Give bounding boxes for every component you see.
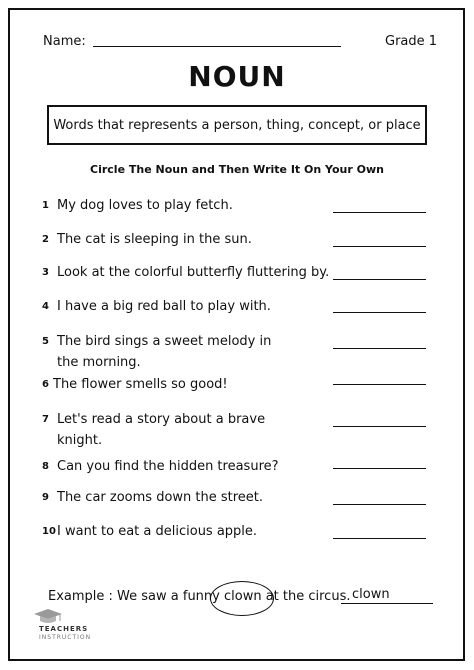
question-number: 7: [42, 414, 49, 425]
question-2: [42, 229, 332, 250]
question-9: [42, 487, 332, 508]
logo-line1: TEACHERS: [39, 625, 89, 633]
question-5: [42, 331, 292, 373]
name-field[interactable]: [93, 46, 341, 47]
question-number: 6: [42, 379, 49, 390]
example-answer-line: [341, 603, 433, 604]
question-4: [42, 296, 332, 317]
answer-line-1[interactable]: [333, 212, 426, 213]
grade-label: Grade 1: [385, 34, 438, 49]
question-6: [42, 374, 332, 395]
question-text: Can you find the hidden treasure?: [57, 459, 279, 474]
answer-line-5[interactable]: [333, 348, 426, 349]
definition-box: [47, 105, 427, 145]
question-7: [42, 409, 292, 451]
question-3: [42, 262, 332, 283]
question-text: Let's read a story about a brave knight.: [57, 412, 266, 448]
question-number: 10: [42, 526, 56, 537]
question-text: The cat is sleeping in the sun.: [57, 232, 252, 247]
question-number: 2: [42, 234, 49, 245]
question-text: I have a big red ball to play with.: [57, 299, 271, 314]
answer-line-10[interactable]: [333, 538, 426, 539]
answer-line-4[interactable]: [333, 312, 426, 313]
graduation-cap-icon: [33, 608, 63, 626]
answer-line-3[interactable]: [333, 279, 426, 280]
answer-line-9[interactable]: [333, 504, 426, 505]
page-title: NOUN: [188, 60, 286, 93]
question-8: [42, 456, 332, 477]
name-label: Name:: [43, 34, 86, 49]
example-sentence: Example : We saw a funny clown at the circus.: [48, 589, 351, 604]
question-text: The car zooms down the street.: [57, 490, 264, 505]
logo-line2: INSTRUCTION: [39, 634, 92, 641]
question-number: 4: [42, 301, 49, 312]
question-number: 5: [42, 336, 49, 347]
answer-line-7[interactable]: [333, 426, 426, 427]
example-answer: clown: [352, 587, 390, 602]
question-text: My dog loves to play fetch.: [57, 198, 233, 213]
question-text: The flower smells so good!: [53, 377, 228, 392]
question-text: I want to eat a delicious apple.: [57, 524, 258, 539]
answer-line-6[interactable]: [333, 384, 426, 385]
answer-line-8[interactable]: [333, 468, 426, 469]
example-circle: [210, 581, 274, 616]
question-number: 3: [42, 267, 49, 278]
question-number: 1: [42, 200, 49, 211]
teachers-instruction-logo: [29, 608, 109, 648]
answer-line-2[interactable]: [333, 246, 426, 247]
question-text: Look at the colorful butterfly fluttering by.: [57, 265, 330, 280]
question-text: The bird sings a sweet melody in the morning.: [57, 334, 272, 370]
question-1: [42, 195, 332, 216]
definition-text: Words that represents a person, thing, concept, or place: [53, 117, 421, 133]
instruction-text: Circle The Noun and Then Write It On Your Own: [90, 163, 384, 176]
question-number: 9: [42, 492, 49, 503]
question-number: 8: [42, 461, 49, 472]
question-10: [42, 521, 332, 542]
